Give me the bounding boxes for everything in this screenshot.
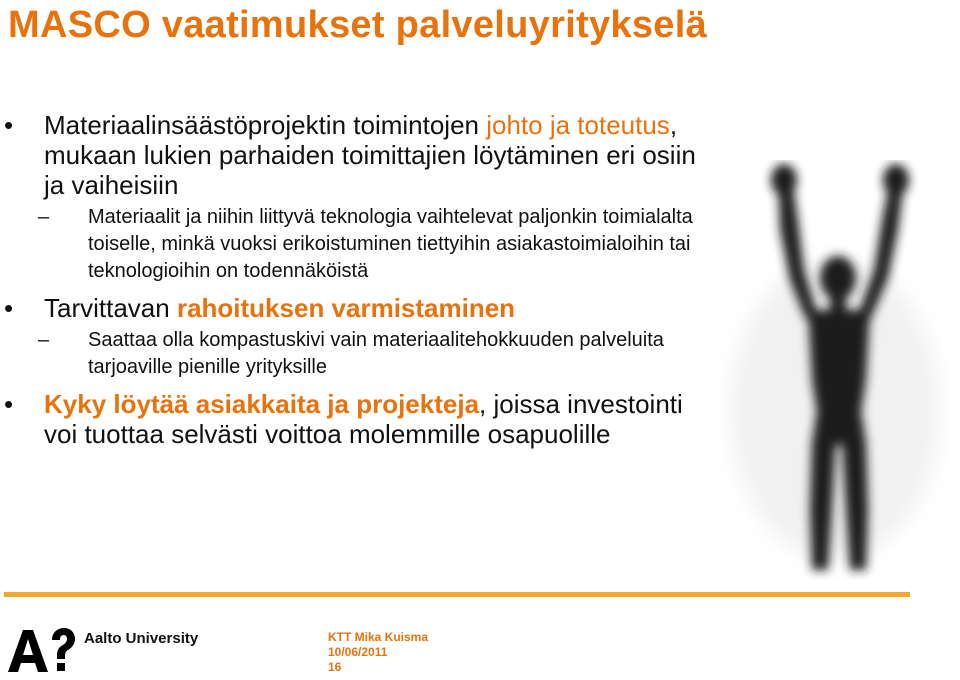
bullet-1-highlight: johto ja toteutus xyxy=(486,110,670,140)
footer-divider xyxy=(4,592,910,597)
bullet-2-sub-text: Saattaa olla kompastuskivi vain materiaalitehokkuuden palveluita tarjoaville pienille yrityksille xyxy=(88,329,664,378)
bullet-3 xyxy=(0,389,720,449)
slide-content xyxy=(0,110,720,449)
aalto-logo-icon xyxy=(6,626,76,674)
footer-meta xyxy=(328,630,428,675)
bullet-dot-icon: • xyxy=(4,110,14,140)
university-name: Aalto University xyxy=(84,630,199,647)
person-silhouette-image xyxy=(720,160,950,580)
dash-icon: – xyxy=(38,329,50,351)
bullet-1-sub xyxy=(0,204,720,285)
footer-date: 10/06/2011 xyxy=(328,645,388,659)
bullet-2-sub xyxy=(0,327,720,381)
bullet-1-sub-text: Materiaalit ja niihin liittyvä teknologia vaihtelevat paljonkin toimialalta toiselle, minkä vuoksi erikoistuminen tiettyihin asiakastoimialoihin tai teknologioihin on todennäköistä xyxy=(88,206,693,282)
dash-icon: – xyxy=(38,206,50,228)
bullet-2-text: Tarvittavan xyxy=(44,293,177,323)
footer-author: KTT Mika Kuisma xyxy=(328,630,429,644)
bullet-2-highlight: rahoituksen varmistaminen xyxy=(176,293,516,323)
bullet-2 xyxy=(0,293,720,323)
bullet-3-highlight: Kyky löytää asiakkaita ja projekteja xyxy=(44,389,480,419)
bullet-3-text-post: , joissa investointi voi tuottaa selvästi voittoa molemmille osapuolille xyxy=(44,389,683,449)
bullet-1 xyxy=(0,110,720,200)
bullet-dot-icon: • xyxy=(4,293,14,323)
bullet-dot-icon: • xyxy=(4,389,14,419)
bullet-1-text-post: , mukaan lukien parhaiden toimittajien löytäminen eri osiin ja vaiheisiin xyxy=(44,110,696,200)
footer-page-number: 16 xyxy=(328,660,342,674)
slide-title: MASCO vaatimukset palveluyritykselä xyxy=(8,4,708,46)
bullet-1-text: Materiaalinsäästöprojektin toimintojen xyxy=(44,110,487,140)
